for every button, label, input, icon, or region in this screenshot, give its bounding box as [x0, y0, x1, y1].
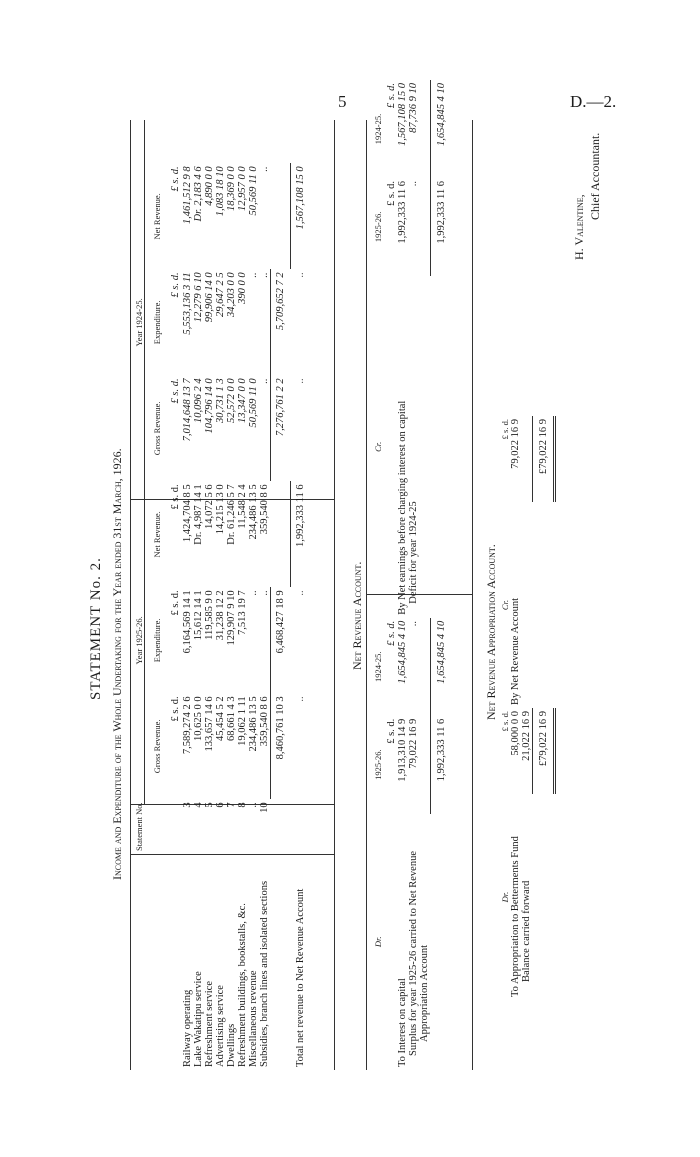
col-net-1926: Net Revenue.	[152, 511, 162, 558]
appropriation-title: Net Revenue Appropriation Account.	[484, 544, 498, 720]
cell: 79,022 16 9	[510, 419, 521, 469]
cell: 50,569 11 0	[248, 378, 259, 428]
document-reference: D.—2.	[570, 92, 617, 111]
cell: 99,906 14 0	[204, 272, 215, 323]
col-statement-no: Statement No.	[134, 802, 144, 851]
col-1925-26: 1925-26.	[373, 211, 383, 243]
cell: 12,957 0 0	[237, 166, 248, 211]
cell: 7,014,648 13 7	[182, 378, 193, 442]
statement-subtitle: Income and Expenditure of the Whole Undertaking for the Year ended 31st March, 1926.	[110, 448, 124, 880]
cell: 1,461,512 9 8	[182, 166, 193, 225]
cell: 58,000 0 0	[510, 711, 521, 756]
row-label: By Net Revenue Account	[510, 597, 521, 705]
cell: 359,540 8 6	[259, 696, 270, 747]
cell: 21,022 16 9	[521, 711, 532, 761]
cell: 6,164,569 14 1	[182, 590, 193, 654]
row-no: 5	[204, 802, 215, 808]
total-exp-1925: 5,709,652 7 2	[271, 269, 291, 375]
col-gross-1925: Gross Revenue.	[152, 401, 162, 456]
cell: 11,548 2 4	[237, 484, 248, 529]
row-label: Refreshment service	[204, 980, 215, 1067]
rotated-statement-page	[82, 80, 642, 1080]
total-1925-26: 1,992,333 11 6	[430, 178, 452, 276]
cell: 14,072 5 6	[204, 484, 215, 529]
cell: ..	[248, 272, 259, 278]
year-1925-26-header: Year 1925-26.	[134, 616, 144, 665]
units: £ s. d.	[500, 711, 510, 732]
row-no: 7	[226, 802, 237, 808]
net-revenue-table	[370, 80, 452, 1070]
row-label: Dwellings	[226, 1023, 237, 1067]
col-exp-1925: Expenditure.	[152, 300, 162, 345]
row-label: Deficit for year 1924-25	[408, 501, 419, 604]
cell: 31,238 12 2	[215, 590, 226, 641]
statement-title: STATEMENT No. 2.	[88, 557, 104, 700]
cell: Dr. 2,183 4 6	[193, 166, 204, 222]
cell: 10,625 0 0	[193, 696, 204, 741]
signature-name: H. Valentine,	[572, 194, 586, 260]
row-label: By Net earnings before charging interest on capital	[397, 400, 408, 615]
units: £ s. d.	[386, 620, 397, 646]
cell: 14,215 13 0	[215, 484, 226, 535]
cell: ..	[259, 590, 270, 596]
cell: 1,654,845 4 10	[397, 620, 408, 684]
table-row	[204, 163, 215, 1070]
cell: 45,454 5 2	[215, 696, 226, 741]
units: £ s. d.	[500, 419, 510, 440]
row-label: Refreshment buildings, bookstalls, &c.	[237, 903, 248, 1067]
units: £ s. d.	[386, 180, 397, 207]
cell: 5,553,136 3 11	[182, 272, 193, 335]
cell: ..	[259, 272, 270, 278]
col-1924-25: 1924-25.	[373, 113, 383, 145]
cell: Dr. 4,987 14 1	[193, 484, 204, 545]
net-total-row: Total net revenue to Net Revenue Account .. .. 1,992,333 11 6 .. .. 1,567,108 15 0	[291, 163, 311, 1070]
row-no: 6	[215, 802, 226, 808]
table-row	[397, 80, 408, 1070]
table-row	[419, 80, 430, 1070]
cell: 12,279 6 10	[193, 272, 204, 323]
cr-label: Cr.	[373, 441, 383, 452]
total-1924-25: 1,654,845 4 10	[430, 618, 452, 716]
cell: ..	[259, 378, 270, 384]
cell: ..	[248, 590, 259, 596]
net-revenue-title: Net Revenue Account.	[350, 561, 364, 670]
units: £ s. d.	[169, 272, 181, 298]
dr-label: Dr.	[500, 891, 510, 903]
cell: 1,913,310 14 9	[397, 718, 408, 782]
col-1924-25: 1924-25.	[373, 651, 383, 682]
total-1925-26: 1,992,333 11 6	[430, 716, 452, 814]
signature-title: Chief Accountant.	[588, 132, 602, 220]
units: £ s. d.	[169, 166, 181, 192]
cell: 129,907 9 10	[226, 590, 237, 646]
year-1924-25-header: Year 1924-25.	[134, 298, 144, 347]
total-net-1926: 1,992,333 11 6	[291, 481, 311, 587]
cell: 30,731 1 3	[215, 378, 226, 423]
cell: 390 0 0	[237, 272, 248, 304]
totals-row	[533, 416, 555, 1000]
cell: 29,647 2 5	[215, 272, 226, 317]
total-net-1925: 1,567,108 15 0	[291, 163, 311, 269]
table-row	[408, 80, 419, 1070]
cell: 4,890 0 0	[204, 166, 215, 206]
units: £ s. d.	[169, 590, 181, 616]
col-gross-1926: Gross Revenue.	[152, 719, 162, 774]
cell: 52,572 0 0	[226, 378, 237, 423]
totals-row	[430, 80, 452, 1070]
cell: ..	[408, 180, 419, 187]
table-row	[215, 163, 226, 1070]
page-number: 5	[338, 92, 347, 111]
cell: 68,661 4 3	[226, 696, 237, 741]
row-no: ..	[248, 802, 259, 808]
total-exp-1926: 6,468,427 18 9	[271, 587, 291, 693]
cell: 34,203 0 0	[226, 272, 237, 317]
col-1925-26: 1925-26.	[373, 749, 383, 780]
cell: 87,736 9 10	[408, 83, 419, 133]
total-1924-25: 1,654,845 4 10	[430, 80, 452, 178]
table-row	[226, 163, 237, 1070]
cell: 18,369 0 0	[226, 166, 237, 211]
cell: 133,657 14 6	[204, 696, 215, 752]
cell: 7,589,274 2 6	[182, 696, 193, 755]
row-label: To Interest on capital	[397, 978, 408, 1067]
cell: 19,062 1 11	[237, 696, 248, 746]
col-exp-1926: Expenditure.	[152, 618, 162, 663]
cell: 79,022 16 9	[408, 718, 419, 769]
table-row	[237, 163, 248, 1070]
totals-row	[271, 163, 291, 1070]
cell: 1,424,704 8 5	[182, 484, 193, 543]
units: £ s. d.	[169, 696, 181, 722]
total-gross-1925: 7,276,761 2 2	[271, 375, 291, 481]
units: £ s. d.	[386, 718, 397, 744]
appropriation-table	[500, 416, 556, 1000]
row-label: Lake Wakatipu service	[193, 971, 204, 1067]
row-no: 4	[193, 802, 204, 808]
col-net-1925: Net Revenue.	[152, 193, 162, 240]
cell: 7,513 19 7	[237, 590, 248, 635]
cell: ..	[259, 166, 271, 172]
row-label: Advertising service	[215, 985, 226, 1067]
cell: 1,992,333 11 6	[397, 180, 408, 244]
units: £ s. d.	[386, 83, 397, 109]
row-label: To Appropriation to Betterments Fund	[510, 836, 521, 997]
row-label: Railway operating	[182, 989, 193, 1067]
cell: 13,347 0 0	[237, 378, 248, 423]
table-row	[248, 163, 259, 1070]
row-label: Subsidies, branch lines and isolated sections	[259, 880, 271, 1067]
cell: 359,540 8 6	[259, 484, 271, 535]
cell: 15,612 14 1	[193, 590, 204, 641]
row-label: Surplus for year 1925-26 carried to Net Revenue	[408, 851, 419, 1056]
cell: 119,585 9 0	[204, 590, 215, 640]
income-expenditure-table	[132, 163, 311, 1070]
cell: 234,486 13 5	[248, 696, 259, 752]
row-label: Balance carried forward	[521, 880, 533, 982]
table-row	[182, 163, 193, 1070]
cell: Dr. 61,246 5 7	[226, 484, 237, 545]
dr-label: Dr.	[373, 936, 383, 948]
table-row	[510, 416, 521, 1000]
table-row	[193, 163, 204, 1070]
cell: 104,796 14 0	[204, 378, 215, 434]
table-row	[259, 163, 271, 1070]
cell: 50,569 11 0	[248, 166, 259, 216]
appropriation-total-cr: £79,022 16 9	[533, 416, 555, 502]
cell: 10,096 2 4	[193, 378, 204, 423]
cell: 1,567,108 15 0	[397, 83, 408, 146]
units: £ s. d.	[169, 484, 181, 510]
row-no: 8	[237, 802, 248, 808]
total-gross-1926: 8,460,761 10 3	[271, 693, 291, 799]
appropriation-total: £79,022 16 9	[533, 708, 555, 794]
row-label: Miscellaneous revenue	[248, 970, 259, 1067]
cell: 234,486 13 5	[248, 484, 259, 540]
cr-label: Cr.	[500, 599, 510, 611]
total-label: Total net revenue to Net Revenue Account	[295, 888, 306, 1067]
row-label: Appropriation Account	[419, 944, 430, 1042]
cell: ..	[408, 620, 419, 627]
cell: 1,083 18 10	[215, 166, 226, 217]
row-no: 10	[259, 802, 271, 813]
table-row	[521, 416, 533, 1000]
row-no: 3	[182, 802, 193, 808]
units: £ s. d.	[169, 378, 181, 404]
